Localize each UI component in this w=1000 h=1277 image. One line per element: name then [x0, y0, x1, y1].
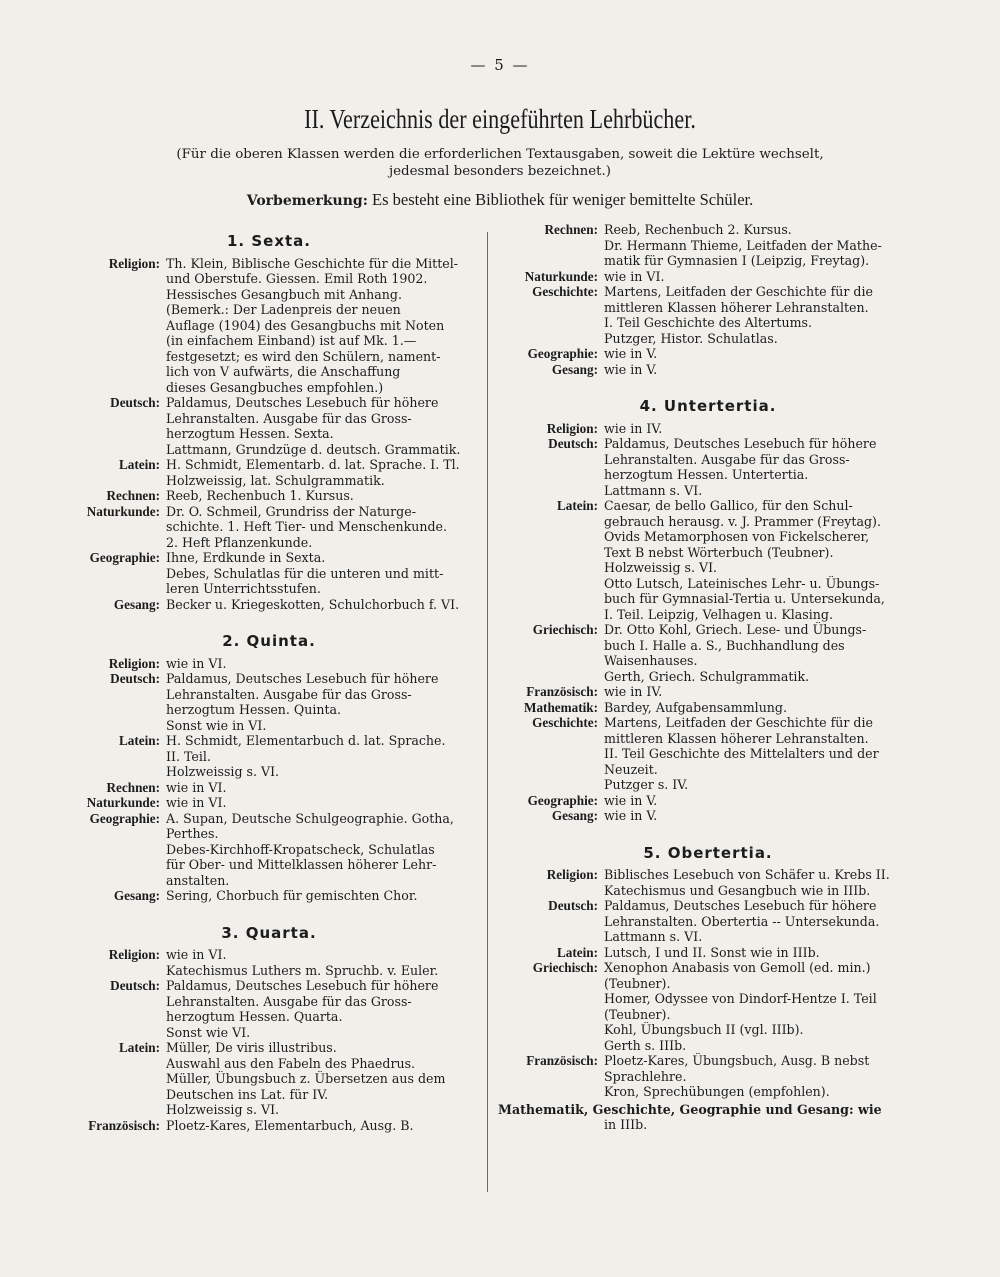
book-line: Th. Klein, Biblische Geschichte für die Mittel-: [166, 255, 459, 271]
section-spacer: [498, 824, 918, 842]
book-line: Dr. O. Schmeil, Grundriss der Naturge-: [166, 503, 416, 519]
vorbemerkung-label: Vorbemerkung:: [246, 193, 368, 209]
subject-entry: [498, 362, 918, 378]
book-line: buch I. Halle a. S., Buchhandlung des: [604, 637, 845, 653]
subject-entry: [498, 793, 918, 809]
book-line: wie in VI.: [166, 655, 227, 671]
subject-entry: [60, 488, 478, 504]
book-line: II. Teil.: [166, 748, 211, 764]
book-list: [166, 733, 478, 780]
book-line: I. Teil Geschichte des Altertums.: [604, 315, 812, 330]
left-column: [60, 230, 478, 1133]
subject-label: Gesang:: [551, 808, 598, 823]
book-line: Putzger, Histor. Schulatlas.: [604, 330, 778, 346]
final-note-line: Mathematik, Geschichte, Geographie und Gesang: wie: [498, 1101, 882, 1117]
subject-entry: [498, 498, 918, 622]
book-line: Holzweissig s. VI.: [604, 560, 718, 575]
book-line: (Teubner).: [604, 1006, 671, 1022]
book-line: wie in VI.: [166, 795, 227, 810]
subject-label: Geographie:: [89, 810, 160, 826]
subject-entry: [498, 684, 918, 700]
book-line: Lehranstalten. Ausgabe für das Gross-: [604, 451, 850, 467]
subject-entry: [60, 457, 478, 488]
book-line: leren Unterrichtsstufen.: [166, 581, 321, 596]
subject-entry: [498, 1053, 918, 1100]
book-line: wie in IV.: [604, 684, 663, 699]
book-list: [604, 284, 918, 346]
book-list: [604, 436, 918, 498]
book-list: [166, 947, 478, 978]
subject-label: Deutsch:: [110, 671, 160, 686]
book-list: [166, 888, 478, 904]
book-line: I. Teil. Leipzig, Velhagen u. Klasing.: [604, 606, 833, 622]
book-list: [166, 656, 478, 672]
book-list: [166, 1118, 478, 1134]
subject-label: Religion:: [546, 420, 598, 436]
book-line: Ploetz-Kares, Elementarbuch, Ausg. B.: [166, 1117, 414, 1133]
book-line: Lattmann s. VI.: [604, 482, 703, 498]
book-list: [604, 898, 918, 945]
subject-entry: [60, 671, 478, 733]
book-list: [604, 1053, 918, 1100]
book-list: [166, 671, 478, 733]
subject-entry: [60, 811, 478, 889]
book-line: Waisenhauses.: [604, 653, 698, 668]
subject-label: Deutsch:: [548, 898, 598, 913]
book-list: [166, 550, 478, 597]
subject-entry: [60, 504, 478, 551]
subject-label: Deutsch:: [110, 978, 160, 993]
subject-label: Französisch:: [526, 1053, 598, 1068]
book-line: Xenophon Anabasis von Gemoll (ed. min.): [604, 960, 871, 975]
book-list: [604, 700, 918, 716]
book-list: [604, 715, 918, 793]
book-line: H. Schmidt, Elementarb. d. lat. Sprache. I. Tl.: [166, 457, 460, 472]
subject-entry: [60, 256, 478, 396]
book-line: H. Schmidt, Elementarbuch d. lat. Sprache.: [166, 733, 446, 748]
subject-entry: [498, 945, 918, 961]
book-line: (Bemerk.: Der Ladenpreis der neuen: [166, 302, 401, 317]
book-line: Neuzeit.: [604, 761, 658, 777]
section-spacer: [60, 904, 478, 922]
book-list: [166, 811, 478, 889]
subject-entry: [60, 395, 478, 457]
book-line: wie in V.: [604, 346, 658, 361]
subject-label: Rechnen:: [544, 222, 598, 237]
book-line: mittleren Klassen höherer Lehranstalten.: [604, 730, 869, 746]
book-line: (in einfachem Einband) ist auf Mk. 1.—: [166, 333, 417, 348]
book-line: festgesetzt; es wird den Schülern, nament-: [166, 348, 441, 364]
book-line: gebrauch herausg. v. J. Prammer (Freytag).: [604, 513, 881, 529]
book-line: Hessisches Gesangbuch mit Anhang.: [166, 286, 402, 302]
subject-label: Gesang:: [551, 361, 598, 377]
section-spacer: [498, 377, 918, 395]
book-line: Lehranstalten. Ausgabe für das Gross-: [166, 993, 412, 1009]
subject-label: Französisch:: [88, 1117, 160, 1133]
book-line: II. Teil Geschichte des Mittelalters und der: [604, 746, 879, 761]
subject-label: Französisch:: [526, 684, 598, 699]
book-line: Katechismus Luthers m. Spruchb. v. Euler.: [166, 962, 439, 978]
book-line: matik für Gymnasien I (Leipzig, Freytag).: [604, 253, 870, 268]
subject-label: Religion:: [108, 947, 160, 962]
book-line: Becker u. Kriegeskotten, Schulchorbuch f. VI.: [166, 596, 460, 612]
subject-entry: [60, 1040, 478, 1118]
book-list: [604, 960, 918, 1053]
subject-label: Gesang:: [113, 596, 160, 612]
book-line: Gerth s. IIIb.: [604, 1037, 687, 1053]
book-line: wie in V.: [604, 808, 658, 823]
book-line: herzogtum Hessen. Quarta.: [166, 1009, 343, 1024]
subject-entry: [60, 888, 478, 904]
book-line: Paldamus, Deutsches Lesebuch für höhere: [166, 395, 439, 410]
book-line: Putzger s. IV.: [604, 777, 689, 792]
subject-entry: [60, 733, 478, 780]
book-line: Perthes.: [166, 826, 219, 841]
book-line: Dr. Hermann Thieme, Leitfaden der Mathe-: [604, 237, 882, 253]
subject-label: Deutsch:: [548, 436, 598, 451]
subject-label: Gesang:: [113, 888, 160, 903]
book-line: A. Supan, Deutsche Schulgeographie. Gotha,: [166, 810, 454, 826]
right-column: [498, 222, 918, 1133]
section-heading: 1. Sexta.: [227, 232, 311, 250]
subject-entry: [60, 795, 478, 811]
subject-entry: [498, 622, 918, 684]
book-line: Holzweissig s. VI.: [166, 1102, 280, 1117]
book-line: dieses Gesangbuches empfohlen.): [166, 379, 384, 395]
book-list: [166, 395, 478, 457]
book-line: mittleren Klassen höherer Lehranstalten.: [604, 299, 869, 315]
book-line: Auswahl aus den Fabeln des Phaedrus.: [166, 1055, 416, 1071]
subject-label: Naturkunde:: [86, 503, 160, 519]
subject-label: Geographie:: [527, 346, 598, 361]
subject-label: Religion:: [546, 867, 598, 882]
book-line: buch für Gymnasial-Tertia u. Untersekunda,: [604, 591, 885, 606]
book-line: Homer, Odyssee von Dindorf-Hentze I. Teil: [604, 991, 877, 1006]
book-line: Lehranstalten. Obertertia -- Untersekunda.: [604, 913, 880, 929]
book-list: [604, 793, 918, 809]
book-line: Sering, Chorbuch für gemischten Chor.: [166, 888, 418, 903]
book-line: Debes, Schulatlas für die unteren und mitt-: [166, 565, 444, 581]
subject-label: Latein:: [118, 1040, 160, 1055]
subject-entry: [498, 269, 918, 285]
book-line: Paldamus, Deutsches Lesebuch für höhere: [604, 436, 877, 451]
book-line: Sonst wie in VI.: [166, 717, 267, 733]
book-line: Lehranstalten. Ausgabe für das Gross-: [166, 686, 412, 702]
subject-entry: [60, 978, 478, 1040]
subject-label: Geographie:: [527, 792, 598, 808]
book-line: 2. Heft Pflanzenkunde.: [166, 534, 313, 550]
column-divider: [487, 232, 488, 1192]
book-line: Holzweissig, lat. Schulgrammatik.: [166, 472, 385, 488]
book-list: [166, 1040, 478, 1118]
subject-label: Griechisch:: [532, 960, 598, 975]
book-line: für Ober- und Mittelklassen höherer Lehr-: [166, 857, 437, 872]
section-heading: 2. Quinta.: [222, 632, 316, 650]
book-list: [166, 457, 478, 488]
subject-entry: [60, 656, 478, 672]
section-spacer: [60, 612, 478, 630]
book-line: wie in V.: [604, 792, 658, 808]
book-line: Lehranstalten. Ausgabe für das Gross-: [166, 410, 412, 426]
book-line: lich von V aufwärts, die Anschaffung: [166, 364, 401, 379]
subject-entry: [60, 550, 478, 597]
book-line: wie in VI.: [166, 947, 227, 962]
section-heading: 4. Untertertia.: [639, 397, 777, 415]
section-heading: 5. Obertertia.: [643, 843, 773, 862]
subject-label: Griechisch:: [532, 622, 598, 637]
book-line: Müller, Übungsbuch z. Übersetzen aus dem: [166, 1071, 446, 1086]
book-line: Lattmann s. VI.: [604, 929, 703, 944]
book-line: Müller, De viris illustribus.: [166, 1040, 337, 1055]
book-list: [604, 622, 918, 684]
book-line: anstalten.: [166, 872, 230, 888]
vorbemerkung: [0, 190, 1000, 210]
book-list: [166, 978, 478, 1040]
book-line: Reeb, Rechenbuch 1. Kursus.: [166, 488, 354, 503]
subject-entry: [60, 947, 478, 978]
book-line: Kohl, Übungsbuch II (vgl. IIIb).: [604, 1022, 804, 1037]
subject-label: Latein:: [118, 733, 160, 748]
subject-entry: [498, 436, 918, 498]
book-list: [604, 808, 918, 824]
subject-entry: [498, 960, 918, 1053]
vorbemerkung-text: Es besteht eine Bibliothek für weniger bemittelte Schüler.: [372, 190, 754, 209]
book-list: [166, 780, 478, 796]
book-line: herzogtum Hessen. Sexta.: [166, 426, 334, 441]
subtitle: [120, 146, 880, 180]
subject-label: Religion:: [108, 255, 160, 271]
subject-entry: [498, 808, 918, 824]
book-line: Kron, Sprechübungen (empfohlen).: [604, 1084, 830, 1099]
subject-label: Mathematik:: [524, 699, 598, 715]
subject-label: Geographie:: [89, 550, 160, 565]
book-line: Bardey, Aufgabensammlung.: [604, 699, 787, 715]
book-line: Lutsch, I und II. Sonst wie in IIIb.: [604, 944, 820, 960]
book-line: Katechismus und Gesangbuch wie in IIIb.: [604, 882, 871, 898]
subject-entry: [498, 284, 918, 346]
book-line: herzogtum Hessen. Quinta.: [166, 702, 342, 717]
book-line: Martens, Leitfaden der Geschichte für die: [604, 284, 873, 299]
subject-entry: [60, 1118, 478, 1134]
book-line: schichte. 1. Heft Tier- und Menschenkunde.: [166, 519, 447, 534]
subject-label: Latein:: [556, 498, 598, 513]
subject-label: Latein:: [118, 457, 160, 472]
subject-label: Geschichte:: [532, 715, 598, 730]
subject-label: Deutsch:: [110, 395, 160, 410]
book-line: Auflage (1904) des Gesangbuchs mit Noten: [166, 317, 445, 333]
book-list: [604, 684, 918, 700]
subject-entry: [60, 597, 478, 613]
book-list: [166, 488, 478, 504]
book-line: Deutschen ins Lat. für IV.: [166, 1086, 329, 1102]
book-list: [166, 795, 478, 811]
book-line: Otto Lutsch, Lateinisches Lehr- u. Übungs-: [604, 575, 880, 591]
book-line: herzogtum Hessen. Untertertia.: [604, 467, 809, 482]
subject-entry: [498, 715, 918, 793]
final-note-line: in IIIb.: [604, 1117, 648, 1132]
book-line: Reeb, Rechenbuch 2. Kursus.: [604, 222, 792, 237]
book-line: Paldamus, Deutsches Lesebuch für höhere: [604, 898, 877, 913]
book-line: Holzweissig s. VI.: [166, 764, 280, 779]
book-line: Caesar, de bello Gallico, für den Schul-: [604, 498, 853, 513]
book-list: [604, 498, 918, 622]
book-list: [166, 597, 478, 613]
subject-entry: [60, 780, 478, 796]
book-line: Ploetz-Kares, Übungsbuch, Ausg. B nebst: [604, 1053, 870, 1068]
book-line: wie in V.: [604, 361, 658, 377]
subject-label: Rechnen:: [106, 779, 160, 795]
subject-label: Naturkunde:: [524, 268, 598, 284]
subject-entry: [498, 867, 918, 898]
book-line: wie in VI.: [166, 779, 227, 795]
book-line: Paldamus, Deutsches Lesebuch für höhere: [166, 671, 439, 686]
book-list: [604, 222, 918, 269]
subject-label: Latein:: [556, 944, 598, 960]
subject-label: Naturkunde:: [86, 795, 160, 810]
section-heading: 3. Quarta.: [221, 923, 317, 942]
book-list: [604, 421, 918, 437]
page-title: II. Verzeichnis der eingeführten Lehrbücher.: [304, 104, 696, 134]
subtitle-line: jedesmal besonders bezeichnet.): [388, 164, 612, 179]
book-list: [604, 362, 918, 378]
subject-entry: [498, 421, 918, 437]
book-line: Debes-Kirchhoff-Kropatscheck, Schulatlas: [166, 841, 435, 857]
subject-label: Rechnen:: [106, 488, 160, 503]
book-line: Sprachlehre.: [604, 1068, 687, 1084]
page-number: — 5 —: [470, 56, 530, 74]
book-line: Text B nebst Wörterbuch (Teubner).: [604, 544, 834, 560]
book-line: und Oberstufe. Giessen. Emil Roth 1902.: [166, 271, 428, 286]
subject-entry: [498, 700, 918, 716]
book-line: Ihne, Erdkunde in Sexta.: [166, 550, 326, 565]
book-line: Sonst wie VI.: [166, 1024, 251, 1040]
book-line: Gerth, Griech. Schulgrammatik.: [604, 668, 810, 684]
subtitle-line: (Für die oberen Klassen werden die erforderlichen Textausgaben, soweit die Lektüre wechselt,: [176, 147, 824, 162]
book-line: Martens, Leitfaden der Geschichte für die: [604, 715, 873, 730]
subject-entry: [498, 222, 918, 269]
book-list: [166, 256, 478, 396]
book-line: wie in VI.: [604, 268, 665, 284]
subject-label: Geschichte:: [532, 284, 598, 299]
book-line: Biblisches Lesebuch von Schäfer u. Krebs II.: [604, 867, 890, 882]
subject-entry: [498, 346, 918, 362]
book-line: Dr. Otto Kohl, Griech. Lese- und Übungs-: [604, 622, 867, 637]
subject-label: Religion:: [108, 655, 160, 671]
book-list: [604, 346, 918, 362]
book-list: [604, 269, 918, 285]
book-line: wie in IV.: [604, 420, 663, 436]
book-line: Ovids Metamorphosen von Fickelscherer,: [604, 529, 870, 544]
subject-entry: [498, 898, 918, 945]
book-line: Paldamus, Deutsches Lesebuch für höhere: [166, 978, 439, 993]
book-line: Lattmann, Grundzüge d. deutsch. Grammatik.: [166, 441, 461, 457]
book-list: [166, 504, 478, 551]
book-line: (Teubner).: [604, 975, 671, 991]
book-list: [604, 945, 918, 961]
book-list: [604, 867, 918, 898]
